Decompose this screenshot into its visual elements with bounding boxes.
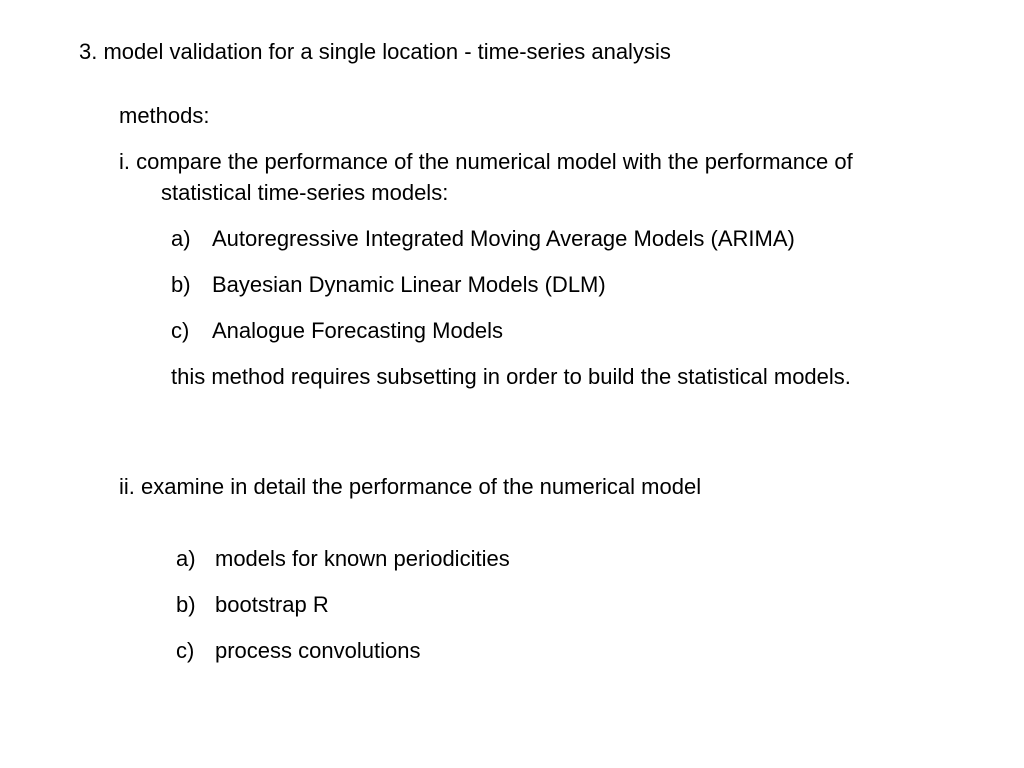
list-item-analogue: Analogue Forecasting Models xyxy=(212,318,504,343)
method-i-note: this method requires subsetting in order to build the statistical models. xyxy=(171,364,851,389)
list-item-dlm: Bayesian Dynamic Linear Models (DLM) xyxy=(212,272,606,297)
list-item-marker: c) xyxy=(176,638,195,663)
methods-label: methods: xyxy=(119,103,210,128)
list-item-marker: a) xyxy=(176,546,196,571)
list-item-arima: Autoregressive Integrated Moving Average Models (ARIMA) xyxy=(212,226,795,251)
method-ii-line1: ii. examine in detail the performance of the numerical model xyxy=(119,474,702,499)
method-i-line2: statistical time-series models: xyxy=(161,180,449,205)
list-item-bootstrap: bootstrap R xyxy=(215,592,329,617)
list-item-marker: b) xyxy=(176,592,196,617)
slide-title: 3. model validation for a single location - time-series analysis xyxy=(79,39,671,64)
list-item-marker: c) xyxy=(171,318,190,343)
list-item-periodicities: models for known periodicities xyxy=(215,546,510,571)
list-item-marker: a) xyxy=(171,226,191,251)
method-i-line1: i. compare the performance of the numerical model with the performance of xyxy=(119,149,853,174)
list-item-marker: b) xyxy=(171,272,191,297)
list-item-convolutions: process convolutions xyxy=(215,638,421,663)
